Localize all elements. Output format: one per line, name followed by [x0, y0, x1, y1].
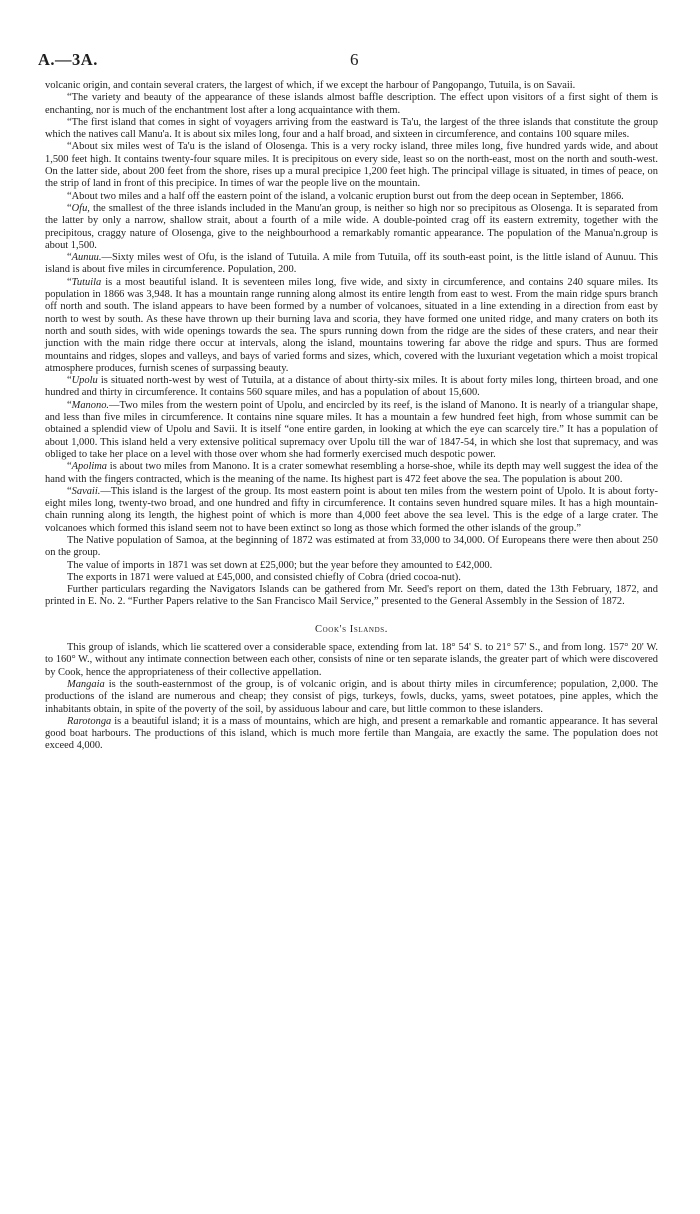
- page-header: [38, 50, 658, 72]
- paragraph: The Native population of Samoa, at the beginning of 1872 was estimated at from 33,000 to 34,000. Of Europeans there were then about 250 on the group.: [45, 534, 658, 559]
- island-name: Mangaia: [67, 678, 105, 690]
- paragraph: “Ofu, the smallest of the three islands included in the Manu'an group, is neither so high nor so precipitous as Olosenga. It is separated from the latter by only a narrow, shallow strait, about a fourth of a mile wide. A double-pointed crag off its eastern extremity, together with the precipitous, craggy nature of Olosenga, give to the neighbourhood a remarkably romantic appearance. The population of the Manua'n.group is about 1,500.: [45, 202, 658, 251]
- paragraph: “About six miles west of Ta'u is the island of Olosenga. This is a very rocky island, three miles long, five hundred yards wide, and about 1,500 feet high. It contains twenty-four square miles. It is precipitous on every side, least so on the north-east, most on the north and south-west. On the latter side, about 200 feet from the shore, rises up a mural precipice 1,200 feet high. The principal village is situated, in times of peace, on the strip of land in front of this precipice. In times of war the people live on the mountain.: [45, 141, 658, 190]
- paragraph: “Tutuila is a most beautiful island. It is seventeen miles long, five wide, and sixty in circumference, and contains 240 square miles. Its population in 1866 was 3,948. It has a mountain range running along almost its entire length from east to west. From the main ridge spurs branch off north and south. The island appears to have been formed by a number of volcanoes, situated in a line extending in a direction from east by north to west by south. As these have thrown up their burning lava and scoria, they have formed one united ridge, and many craters on both its north and south sides, with wide openings towards the sea. The spurs running down from the ridge are the sides of these craters, and near their junction with the main ridge there occur at intervals, along the island, mountains towering far above the ridge and spurs. Thus are formed mountains and ridges, slopes and valleys, and bays of varied forms and sizes, which, covered with the luxuriant vegetation which a moist tropical atmosphere produces, furnish scenes of surpassing beauty.: [45, 276, 658, 374]
- paragraph: Mangaia is the south-easternmost of the group, is of volcanic origin, and is about thirty miles in circumference; population, 2,000. The productions of the island are numerous and cheap; they consist of pigs, turkeys, fowls, ducks, yams, sweet potatoes, pine apples, which the inhabitants obtain, in spite of the poverty of the soil, by assiduous labour and care, but little common to these islanders.: [45, 678, 658, 715]
- island-name: Manono.: [71, 399, 110, 411]
- paragraph: “The variety and beauty of the appearance of these islands almost baffle description. The effect upon visitors of a first sight of them is enchanting, nor is much of the enchantment lost after a long acquaintance with them.: [45, 92, 658, 116]
- page-body: [45, 80, 658, 753]
- paragraph: “Apolima is about two miles from Manono. It is a crater somewhat resembling a horse-shoe, while its depth may well suggest the idea of the hand with the fingers contracted, which is the meaning of the name. Its highest part is 472 feet above the sea. The population is about 200.: [45, 461, 658, 485]
- island-name: Upolu: [71, 375, 98, 387]
- section-heading: Cook's Islands.: [315, 623, 388, 635]
- island-name: Savaii.: [71, 485, 101, 497]
- island-name: Ofu,: [71, 202, 90, 214]
- paragraph: “Manono.—Two miles from the western point of Upolu, and encircled by its reef, is the island of Manono. It is nearly of a triangular shape, and less than five miles in circumference. It contains nine square miles. It has a mountain a few hundred feet high, from whose summit can be obtained a splendid view of Upolu and Savii. It is itself “one entire garden, in looking at which the eye can scarcely tire.” It has a population of about 1,000. This island held a very extensive political supremacy over Upolu till the war of 1847-54, in which she lost that supremacy, and was obliged to take her place on a level with those over whom she had formerly exercised much despotic power.: [45, 399, 658, 460]
- island-name: Aunuu.: [71, 252, 102, 264]
- island-name: Apolima: [71, 461, 108, 473]
- paragraph: Rarotonga is a beautiful island; it is a mass of mountains, which are high, and present a remarkable and romantic appearance. It has several good boat harbours. The productions of this island, which is much more fertile than Mangaia, are exactly the same. The population does not exceed 4,000.: [45, 715, 658, 752]
- paragraph: Further particulars regarding the Navigators Islands can be gathered from Mr. Seed's report on them, dated the 13th February, 1872, and printed in E. No. 2. “Further Papers relative to the San Francisco Mail Service,” presented to the General Assembly in the Session of 1872.: [45, 584, 658, 608]
- paragraph: “Savaii.—This island is the largest of the group. Its most eastern point is about ten miles from the western point of Upolo. It is about forty-eight miles long, twenty-two broad, and one hundred and fifty in circumference. It contains seven hundred square miles. It has a high mountain-chain running along its length, the highest point of which is more than 4,000 feet above the sea level. This is the edge of a large crater. The volcanoes which formed this island seem not to have been extinct so long as those which formed the other islands of the group.”: [45, 485, 658, 534]
- paragraph: The value of imports in 1871 was set down at £25,000; but the year before they amounted to £42,000.: [67, 559, 493, 571]
- paragraph: “Upolu is situated north-west by west of Tutuila, at a distance of about thirty-six miles. It is about forty miles long, thirteen broad, and one hundred and thirty in circumference. It contains 560 square miles, and has a population of about 15,600.: [45, 375, 658, 399]
- island-name: Tutuila: [71, 276, 102, 288]
- paragraph: The exports in 1871 were valued at £45,000, and consisted chiefly of Cobra (dried cocoa-nut).: [67, 571, 461, 583]
- paragraph: “About two miles and a half off the eastern point of the island, a volcanic eruption burst out from the deep ocean in September, 1866.: [67, 190, 624, 202]
- paragraph: This group of islands, which lie scattered over a considerable space, extending from lat. 18° 54' S. to 21° 57' S., and from long. 157° 20' W. to 160° W., without any intimate connection between each other, consists of nine or ten separate islands, the greater part of which were discovered by Cook, hence the appropriateness of their collective appellation.: [45, 642, 658, 678]
- document-reference: A.—3A.: [38, 50, 98, 69]
- paragraph: volcanic origin, and contain several craters, the largest of which, if we except the harbour of Pangopango, Tutuila, is on Savaii.: [45, 80, 576, 91]
- island-name: Rarotonga: [67, 715, 112, 727]
- paragraph: “The first island that comes in sight of voyagers arriving from the eastward is Ta'u, the largest of the three islands that constitute the group which the natives call Manu'a. It is about six miles long, four and a half broad, and sixteen in circumference, and contains 100 square miles.: [45, 116, 658, 141]
- page-number: 6: [350, 50, 359, 69]
- paragraph: “Aunuu.—Sixty miles west of Ofu, is the island of Tutuila. A mile from Tutuila, off its south-east point, is the little island of Aunuu. This island is about five miles in circumference. Population, 200.: [45, 252, 658, 276]
